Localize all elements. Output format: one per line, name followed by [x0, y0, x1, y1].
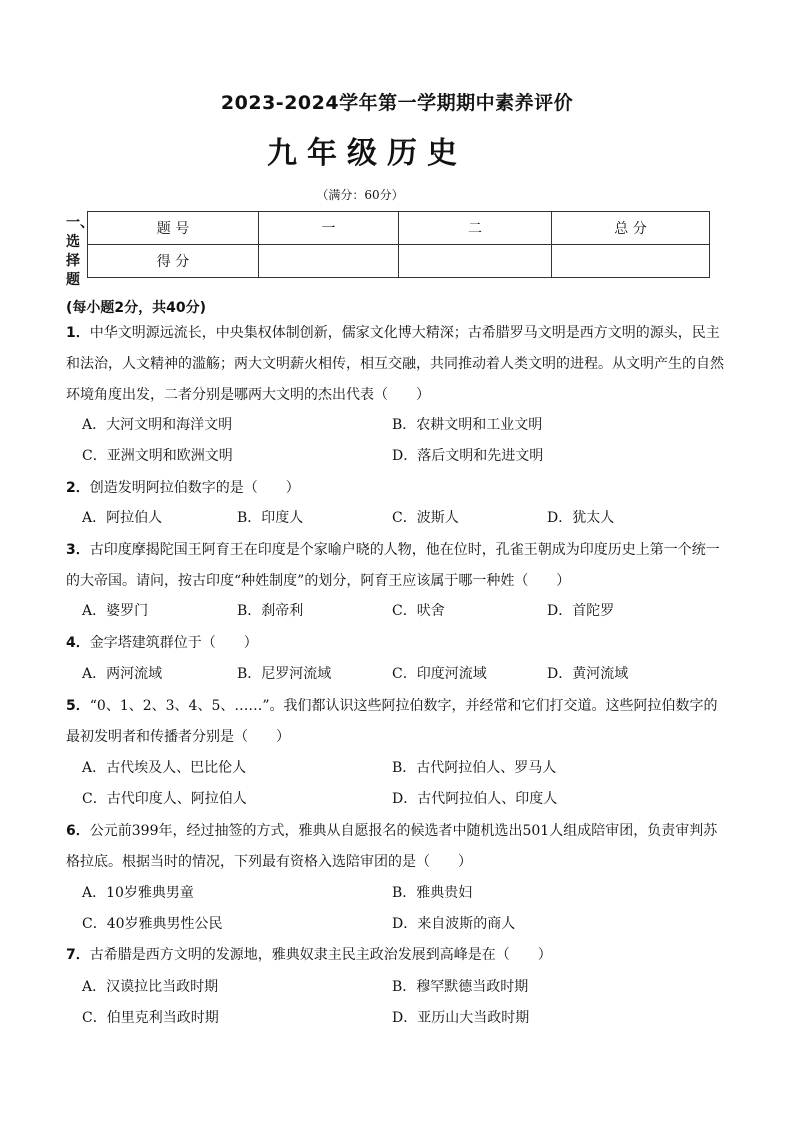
option-d[interactable]: D．来自波斯的商人	[392, 916, 516, 932]
option-b[interactable]: B．古代阿拉伯人、罗马人	[392, 760, 557, 776]
question-4	[66, 628, 726, 659]
option-c[interactable]: C．40岁雅典男性公民	[82, 916, 223, 932]
option-b[interactable]: B．尼罗河流域	[237, 666, 332, 682]
question-text: 创造发明阿拉伯数字的是（ ）	[89, 480, 300, 496]
option-a[interactable]: A．婆罗门	[82, 603, 149, 619]
option-c[interactable]: C．伯里克利当政时期	[82, 1010, 219, 1026]
option-b[interactable]: B．印度人	[237, 510, 304, 526]
score-table	[87, 211, 710, 278]
question-text: 古印度摩揭陀国王阿育王在印度是个家喻户晓的人物，他在位时，孔雀王朝成为印度历史上第一个统一的大帝国。请问，按古印度“种姓制度”的划分，阿育王应该属于哪一种姓（ ）	[66, 542, 720, 589]
question-5	[66, 691, 726, 753]
question-1	[66, 318, 726, 411]
option-a[interactable]: A．古代埃及人、巴比伦人	[82, 760, 247, 776]
question-text: 古希腊是西方文明的发源地，雅典奴隶主民主政治发展到高峰是在（ ）	[89, 947, 552, 963]
score-cell[interactable]	[399, 245, 552, 278]
score-table-header-cell: 题 号	[88, 212, 259, 245]
option-a[interactable]: A．10岁雅典男童	[82, 885, 194, 901]
option-c[interactable]: C．亚洲文明和欧洲文明	[82, 448, 233, 464]
question-number: 5．	[66, 698, 90, 714]
option-d[interactable]: D．首陀罗	[547, 603, 615, 619]
option-a[interactable]: A．汉谟拉比当政时期	[82, 979, 219, 995]
question-number: 2．	[66, 480, 90, 496]
subject-title: 九年级历史	[267, 136, 467, 171]
option-c[interactable]: C．吠舍	[392, 603, 445, 619]
option-b[interactable]: B．刹帝利	[237, 603, 304, 619]
question-number: 3．	[66, 542, 90, 558]
question-2	[66, 473, 726, 504]
option-b[interactable]: B．农耕文明和工业文明	[392, 417, 543, 433]
option-d[interactable]: D．古代阿拉伯人、印度人	[392, 791, 558, 807]
score-table-header-cell: 总 分	[552, 212, 710, 245]
option-d[interactable]: D．亚历山大当政时期	[392, 1010, 530, 1026]
score-table-score-row	[88, 245, 710, 278]
score-cell[interactable]	[259, 245, 399, 278]
score-table-header-cell: 二	[399, 212, 552, 245]
question-text: 公元前399年，经过抽签的方式，雅典从自愿报名的候选者中随机选出501人组成陪审团，负责审判苏格拉底。根据当时的情况，下列最有资格入选陪审团的是（ ）	[66, 823, 718, 870]
question-number: 6．	[66, 823, 90, 839]
exam-title: 2023-2024学年第一学期期中素养评价	[220, 92, 574, 114]
score-row-label: 得 分	[88, 245, 259, 278]
question-3	[66, 535, 726, 597]
option-a[interactable]: A．两河流域	[82, 666, 163, 682]
section-note: (每小题2分，共40分)	[66, 300, 207, 316]
question-text: 中华文明源远流长，中央集权体制创新，儒家文化博大精深；古希腊罗马文明是西方文明的源头，民主和法治，人文精神的滥觞；两大文明薪火相传，相互交融，共同推动着人类文明的进程。从文明产生的自然环境角度出发，二者分别是哪两大文明的杰出代表（ ）	[66, 325, 724, 403]
question-number: 7．	[66, 947, 90, 963]
option-b[interactable]: B．雅典贵妇	[392, 885, 473, 901]
option-b[interactable]: B．穆罕默德当政时期	[392, 979, 529, 995]
question-6	[66, 816, 726, 878]
question-text: 金字塔建筑群位于（ ）	[89, 635, 258, 651]
question-7	[66, 940, 726, 971]
section-label: 一、选择题	[66, 215, 94, 288]
option-d[interactable]: D．犹太人	[547, 510, 615, 526]
question-number: 4．	[66, 635, 90, 651]
score-table-header-row	[88, 212, 710, 245]
option-c[interactable]: C．印度河流域	[392, 666, 487, 682]
option-a[interactable]: A．大河文明和海洋文明	[82, 417, 233, 433]
option-d[interactable]: D．黄河流域	[547, 666, 629, 682]
question-number: 1．	[66, 325, 90, 341]
option-d[interactable]: D．落后文明和先进文明	[392, 448, 544, 464]
question-text: “0、1、2、3、4、5、……”。我们都认识这些阿拉伯数字，并经常和它们打交道。这些阿拉伯数字的最初发明者和传播者分别是（ ）	[66, 698, 718, 745]
option-a[interactable]: A．阿拉伯人	[82, 510, 163, 526]
score-table-header-cell: 一	[259, 212, 399, 245]
full-score-note: （满分：60分）	[316, 188, 404, 202]
score-cell[interactable]	[552, 245, 710, 278]
option-c[interactable]: C．波斯人	[392, 510, 459, 526]
option-c[interactable]: C．古代印度人、阿拉伯人	[82, 791, 247, 807]
